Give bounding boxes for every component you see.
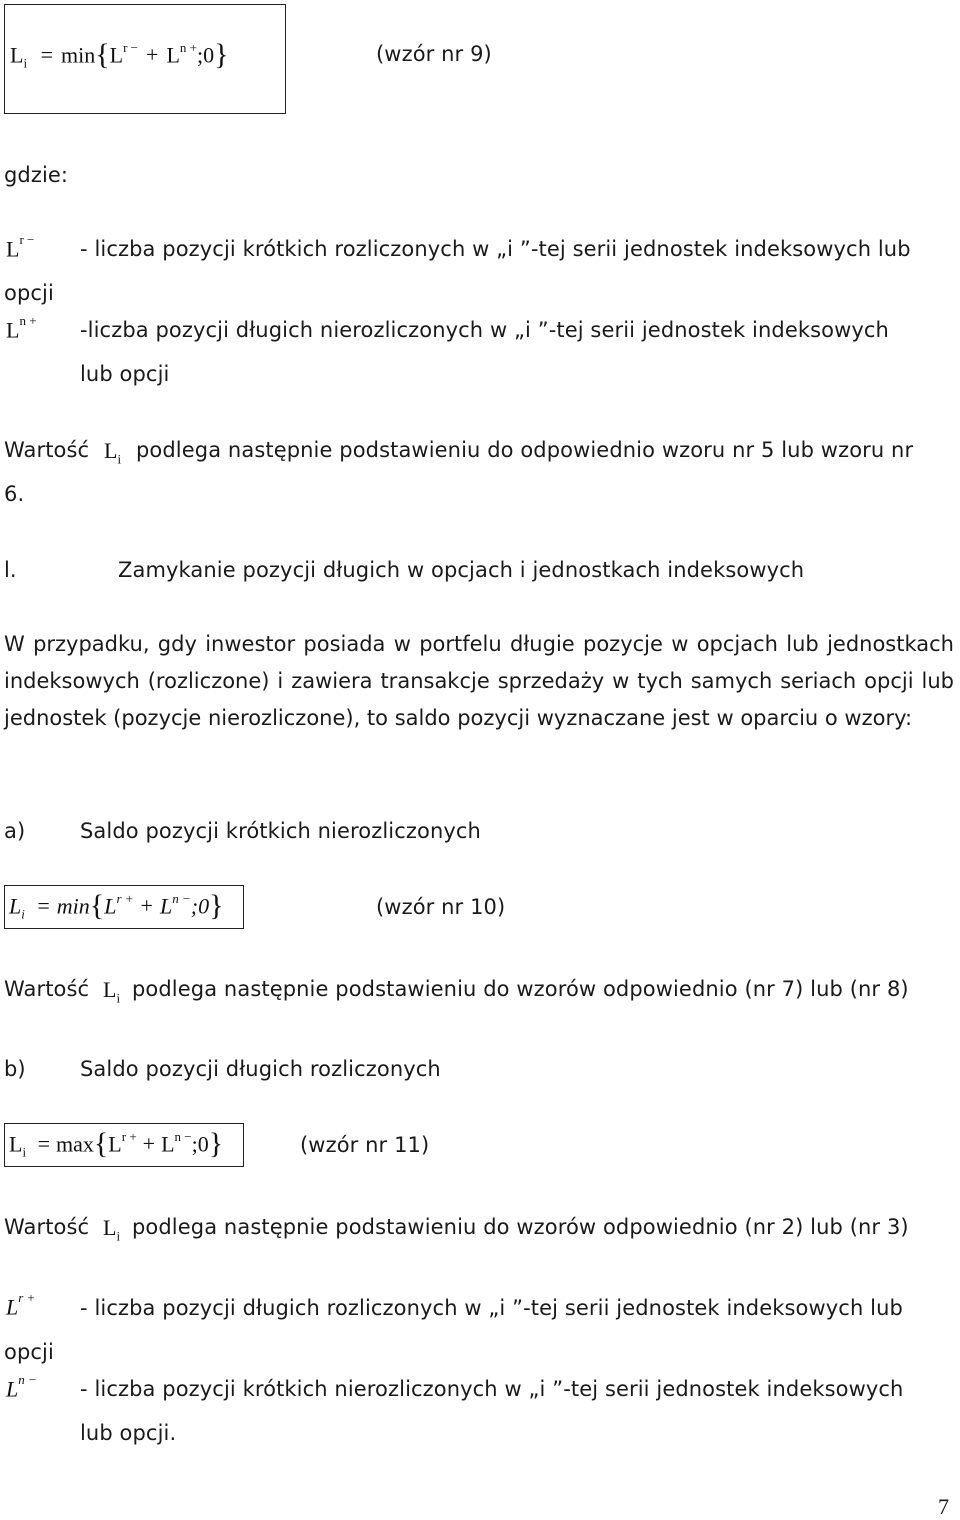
formula-11-label: (wzór nr 11) xyxy=(300,1133,430,1157)
symbol-L-i: $L_i$ xyxy=(104,438,122,467)
section-number: l. xyxy=(4,558,17,582)
symbol-L-r-plus: $L^{r +}$ xyxy=(6,1290,36,1320)
wartosc-2-pre: Wartość xyxy=(4,977,90,1001)
formula-9-label: (wzór nr 9) xyxy=(376,42,492,66)
def-4-text: - liczba pozycji krótkich nierozliczonych w „i ”-tej serii jednostek indeksowych xyxy=(80,1377,904,1401)
formula-10: $L_i = \min\{L^{r +}$ + $L^{n -};0$} xyxy=(9,889,224,923)
item-a-text: Saldo pozycji krótkich nierozliczonych xyxy=(80,819,481,843)
formula-11: $L_i = \max\{L^{r +}$ + $L^{n -};0$} xyxy=(9,1127,224,1161)
symbol-L-i: $L_i$ xyxy=(103,1215,121,1244)
wartosc-1-pre: Wartość xyxy=(4,438,90,462)
formula-9: $L_i = \min\{L^{r -}$ + $L^{n +};0$} xyxy=(10,38,229,72)
def-3-cont: opcji xyxy=(4,1340,54,1364)
formula-10-label: (wzór nr 10) xyxy=(376,895,506,919)
def-4-cont: lub opcji. xyxy=(80,1421,177,1445)
def-3-text: - liczba pozycji długich rozliczonych w „i ”-tej serii jednostek indeksowych lub xyxy=(80,1296,903,1320)
wartosc-1-cont: 6. xyxy=(4,482,25,506)
gdzie-label: gdzie: xyxy=(4,163,69,187)
body-paragraph: W przypadku, gdy inwestor posiada w portfelu długie pozycje w opcjach lub jednostkach indeksowych (rozliczone) i zawiera transakcje sprzedaży w tych samych seriach opcji lub jednostek (pozycje nierozliczone), to saldo pozycji wyznaczane jest w oparciu o wzory: xyxy=(4,632,954,730)
symbol-L-r-minus: $L^{r -}$ xyxy=(6,232,35,262)
symbol-L-i: $L_i$ xyxy=(103,977,121,1006)
symbol-L-n-plus: $L^{n +}$ xyxy=(6,313,37,343)
wartosc-2-post: podlega następnie podstawieniu do wzorów odpowiednio (nr 7) lub (nr 8) xyxy=(132,977,909,1001)
def-2-cont: lub opcji xyxy=(80,362,170,386)
item-b-label: b) xyxy=(4,1057,26,1081)
def-2-text: -liczba pozycji długich nierozliczonych w „i ”-tej serii jednostek indeksowych xyxy=(80,318,889,342)
item-a-label: a) xyxy=(4,819,26,843)
def-1-cont: opcji xyxy=(4,281,54,305)
def-1-text: - liczba pozycji krótkich rozliczonych w „i ”-tej serii jednostek indeksowych lub xyxy=(80,237,911,261)
page-number: 7 xyxy=(938,1494,949,1519)
wartosc-3-pre: Wartość xyxy=(4,1215,90,1239)
wartosc-1-post: podlega następnie podstawieniu do odpowiednio wzoru nr 5 lub wzoru nr xyxy=(136,438,914,462)
wartosc-3-post: podlega następnie podstawieniu do wzorów odpowiednio (nr 2) lub (nr 3) xyxy=(132,1215,909,1239)
section-title: Zamykanie pozycji długich w opcjach i jednostkach indeksowych xyxy=(118,558,805,582)
item-b-text: Saldo pozycji długich rozliczonych xyxy=(80,1057,441,1081)
symbol-L-n-minus: $L^{n -}$ xyxy=(6,1372,37,1402)
